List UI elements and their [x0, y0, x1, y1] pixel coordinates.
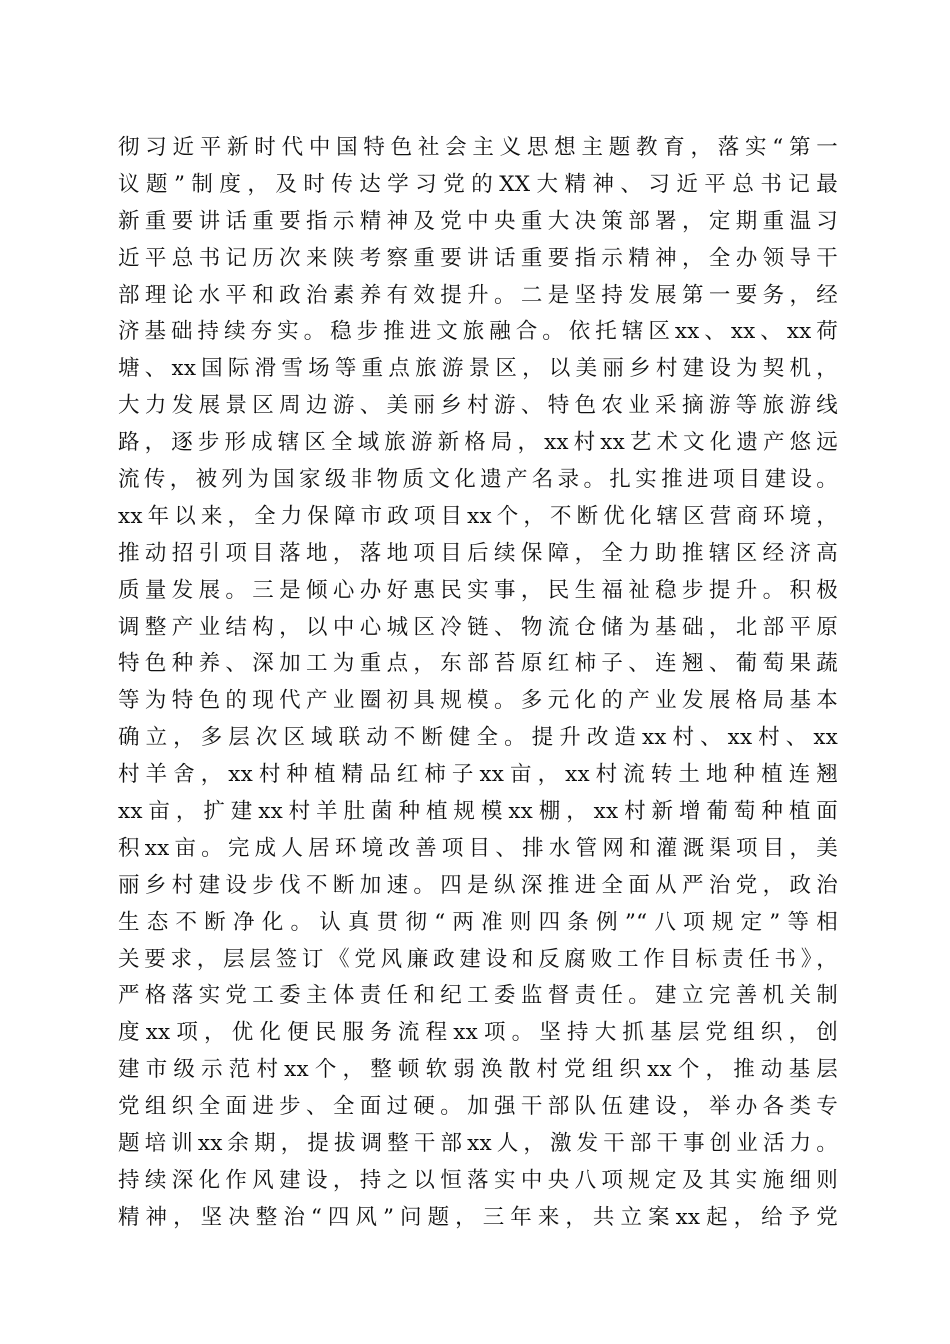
text-line: 严格落实党工委主体责任和纪工委监督责任。建立完善机关制: [118, 983, 838, 1009]
text-line: 建市级示范村xx个，整顿软弱涣散村党组织xx个，推动基层: [118, 1057, 838, 1083]
text-line: 议题”制度，及时传达学习党的XX大精神、习近平总书记最: [118, 171, 838, 197]
text-line: 彻习近平新时代中国特色社会主义思想主题教育，落实“第一: [118, 135, 838, 160]
text-line: 关要求，层层签订《党风廉政建设和反腐败工作目标责任书》，: [118, 946, 838, 972]
text-line: 近平总书记历次来陕考察重要讲话重要指示精神，全办领导干: [118, 245, 838, 271]
text-line: 济基础持续夯实。稳步推进文旅融合。依托辖区xx、xx、xx荷: [118, 319, 838, 345]
text-line: 生态不断净化。认真贯彻“两准则四条例”“八项规定”等相: [118, 909, 838, 935]
text-line: xx亩，扩建xx村羊肚菌种植规模xx棚，xx村新增葡萄种植面: [118, 799, 838, 825]
text-line: 流传，被列为国家级非物质文化遗产名录。扎实推进项目建设。: [118, 467, 838, 493]
text-line: 塘、xx国际滑雪场等重点旅游景区，以美丽乡村建设为契机，: [118, 356, 838, 382]
text-line: 新重要讲话重要指示精神及党中央重大决策部署，定期重温习: [118, 208, 838, 234]
text-line: 路，逐步形成辖区全域旅游新格局，xx村xx艺术文化遗产悠远: [118, 430, 838, 456]
text-line: xx年以来，全力保障市政项目xx个，不断优化辖区营商环境，: [118, 503, 838, 529]
body-text: [118, 130, 838, 1237]
text-line: 特色种养、深加工为重点，东部苔原红柿子、连翘、葡萄果蔬: [118, 651, 838, 677]
text-line: 丽乡村建设步伐不断加速。四是纵深推进全面从严治党，政治: [118, 872, 838, 898]
text-line: 推动招引项目落地，落地项目后续保障，全力助推辖区经济高: [118, 540, 838, 566]
text-line: 部理论水平和政治素养有效提升。二是坚持发展第一要务，经: [118, 282, 838, 308]
text-line: 质量发展。三是倾心办好惠民实事，民生福祉稳步提升。积极: [118, 577, 838, 603]
text-line: 党组织全面进步、全面过硬。加强干部队伍建设，举办各类专: [118, 1094, 838, 1120]
text-line: 村羊舍，xx村种植精品红柿子xx亩，xx村流转土地种植连翘: [118, 762, 838, 788]
text-line: 调整产业结构，以中心城区冷链、物流仓储为基础，北部平原: [118, 614, 838, 640]
text-line: 持续深化作风建设，持之以恒落实中央八项规定及其实施细则: [118, 1167, 838, 1193]
text-line: 等为特色的现代产业圈初具规模。多元化的产业发展格局基本: [118, 688, 838, 714]
text-line: 确立，多层次区域联动不断健全。提升改造xx村、xx村、xx: [118, 725, 838, 751]
text-line: 精神，坚决整治“四风”问题，三年来，共立案xx起，给予党: [118, 1204, 838, 1230]
text-line: 积xx亩。完成人居环境改善项目、排水管网和灌溉渠项目，美: [118, 835, 838, 861]
text-line: 大力发展景区周边游、美丽乡村游、特色农业采摘游等旅游线: [118, 393, 838, 419]
text-line: 题培训xx余期，提拔调整干部xx人，激发干部干事创业活力。: [118, 1131, 838, 1157]
text-line: 度xx项，优化便民服务流程xx项。坚持大抓基层党组织，创: [118, 1020, 838, 1046]
